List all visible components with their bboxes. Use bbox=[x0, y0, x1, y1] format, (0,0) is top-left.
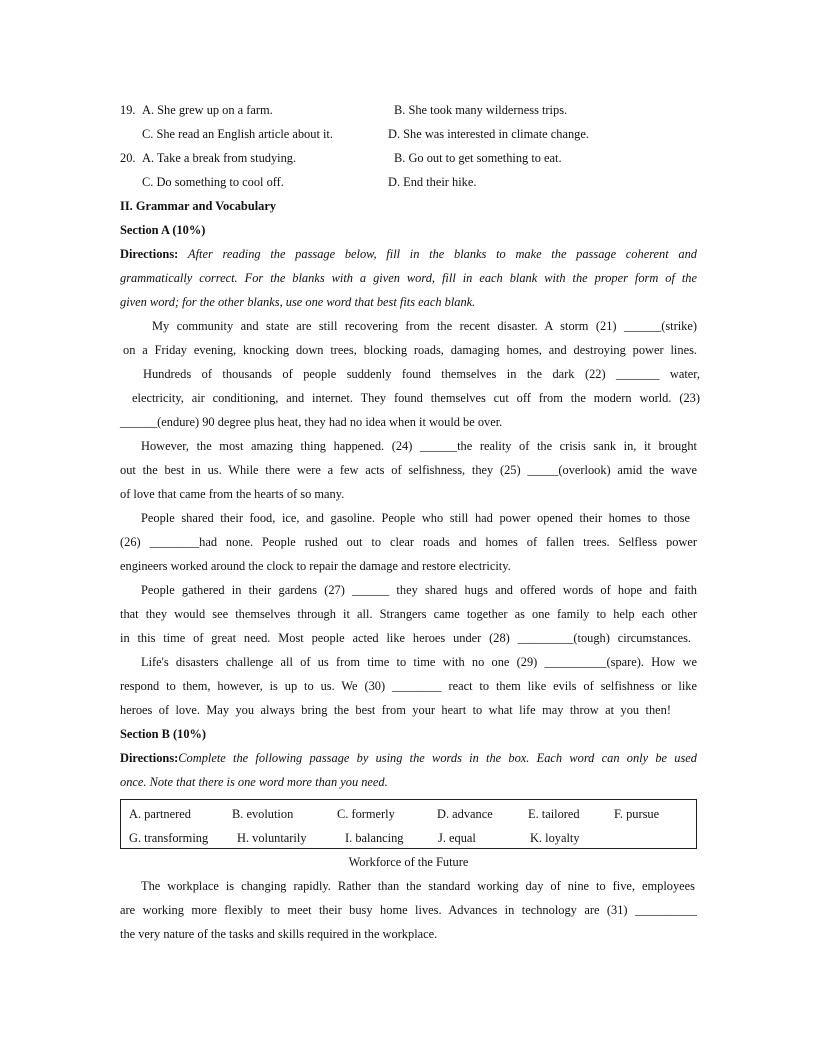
question-20-option-c: C. Do something to cool off. bbox=[142, 175, 284, 189]
passage-a-line: People gathered in their gardens (27) ______ they shared hugs and offered words of hope and faith bbox=[141, 583, 697, 597]
question-20-row-1 bbox=[120, 146, 697, 170]
passage-b-line: The workplace is changing rapidly. Rather than the standard working day of nine to five, employees bbox=[141, 879, 695, 893]
passage-a-line: in this time of great need. Most people acted like heroes under (28) _________(tough) circumstances. bbox=[120, 631, 691, 645]
passage-a-line: My community and state are still recovering from the recent disaster. A storm (21) ______(strike) bbox=[152, 319, 697, 333]
passage-a-line: that they would see themselves through it all. Strangers came together as one family to help each other bbox=[120, 607, 697, 621]
question-20-row-2 bbox=[120, 170, 697, 194]
section-b-title: Section B (10%) bbox=[120, 727, 207, 741]
passage-b-line: are working more flexibly to meet their busy home lives. Advances in technology are (31) __________ bbox=[120, 903, 697, 917]
question-20-option-b: B. Go out to get something to eat. bbox=[394, 151, 562, 165]
section-2-heading: II. Grammar and Vocabulary bbox=[120, 199, 277, 213]
word-option: G. transforming bbox=[129, 831, 209, 845]
section-b-directions-line-2: once. Note that there is one word more than you need. bbox=[120, 775, 388, 789]
word-option: E. tailored bbox=[528, 807, 580, 821]
passage-b-line: the very nature of the tasks and skills required in the workplace. bbox=[120, 927, 438, 941]
question-19-number: 19. bbox=[120, 103, 136, 117]
passage-a-line: electricity, air conditioning, and internet. They found themselves cut off from the modern world. (23) bbox=[132, 391, 700, 405]
word-option: B. evolution bbox=[232, 807, 294, 821]
passage-a-line: respond to them, however, is up to us. We (30) ________ react to them like evils of selfishness or like bbox=[120, 679, 697, 693]
passage-b-title: Workforce of the Future bbox=[348, 855, 469, 869]
passage-a-line: out the best in us. While there were a few acts of selfishness, they (25) _____(overlook) amid the wave bbox=[120, 463, 697, 477]
passage-a-line: Life's disasters challenge all of us from time to time with no one (29) __________(spare). How we bbox=[141, 655, 697, 669]
question-20-option-a: A. Take a break from studying. bbox=[142, 151, 297, 165]
question-20-option-d: D. End their hike. bbox=[388, 175, 477, 189]
section-a-directions-line-3: given word; for the other blanks, use one word that best fits each blank. bbox=[120, 295, 476, 309]
passage-a-line: However, the most amazing thing happened. (24) ______the reality of the crisis sank in, it brought bbox=[141, 439, 697, 453]
word-option: D. advance bbox=[437, 807, 493, 821]
passage-a-line: on a Friday evening, knocking down trees, blocking roads, damaging homes, and destroying power lines. bbox=[123, 343, 697, 357]
word-option: J. equal bbox=[438, 831, 476, 845]
word-option: F. pursue bbox=[614, 807, 660, 821]
question-19-row-1 bbox=[120, 98, 697, 122]
section-b-directions-line-1 bbox=[120, 746, 697, 770]
passage-a-line: heroes of love. May you always bring the best from your heart to what life may throw at you then! bbox=[120, 703, 671, 717]
passage-a-line: of love that came from the hearts of so many. bbox=[120, 487, 345, 501]
passage-a-line: People shared their food, ice, and gasoline. People who still had power opened their homes to those bbox=[141, 511, 690, 525]
question-19-option-c: C. She read an English article about it. bbox=[142, 127, 333, 141]
word-option: K. loyalty bbox=[530, 831, 580, 845]
word-box bbox=[120, 799, 697, 849]
section-a-directions-line-2: grammatically correct. For the blanks with a given word, fill in each blank with the proper form of the bbox=[120, 271, 697, 285]
passage-a-line: ______(endure) 90 degree plus heat, they had no idea when it would be over. bbox=[120, 415, 503, 429]
question-20-number: 20. bbox=[120, 151, 136, 165]
section-a-title: Section A (10%) bbox=[120, 223, 206, 237]
question-19-row-2 bbox=[120, 122, 697, 146]
word-option: A. partnered bbox=[129, 807, 191, 821]
passage-a-line: (26) ________had none. People rushed out to clear roads and homes of fallen trees. Selfless power bbox=[120, 535, 697, 549]
section-a-directions-line-1 bbox=[120, 242, 697, 266]
word-option: I. balancing bbox=[345, 831, 404, 845]
word-option: C. formerly bbox=[337, 807, 395, 821]
section-a-directions-text: After reading the passage below, fill in the blanks to make the passage coherent and bbox=[188, 247, 697, 261]
question-19-option-a: A. She grew up on a farm. bbox=[142, 103, 273, 117]
passage-a-line: engineers worked around the clock to repair the damage and restore electricity. bbox=[120, 559, 511, 573]
section-b-directions-label: Directions: bbox=[120, 751, 179, 765]
question-19-option-b: B. She took many wilderness trips. bbox=[394, 103, 568, 117]
section-a-directions-label: Directions: bbox=[120, 247, 179, 261]
section-b-directions-text: Complete the following passage by using the words in the box. Each word can only be used bbox=[178, 751, 697, 765]
question-19-option-d: D. She was interested in climate change. bbox=[388, 127, 589, 141]
word-option: H. voluntarily bbox=[237, 831, 307, 845]
passage-a-line: Hundreds of thousands of people suddenly found themselves in the dark (22) _______ water, bbox=[143, 367, 700, 381]
